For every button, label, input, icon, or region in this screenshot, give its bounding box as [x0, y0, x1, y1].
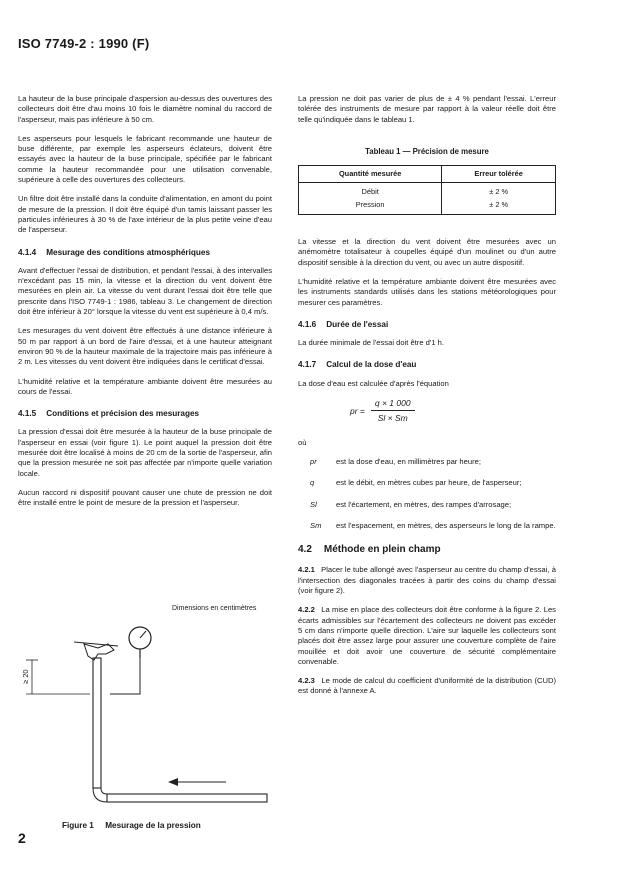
section-number: 4.1.5: [18, 409, 37, 419]
section-number: 4.1.6: [298, 319, 317, 329]
right-column: [298, 94, 556, 706]
list-item: [298, 521, 556, 531]
section-title: Calcul de la dose d'eau: [326, 360, 417, 370]
section-heading-4-1-5: [18, 409, 272, 419]
formula-fraction: [371, 398, 415, 424]
paragraph: La dose d'eau est calculée d'après l'équation: [298, 378, 449, 388]
list-item: [298, 500, 556, 510]
clause-number: 4.2.2: [298, 605, 315, 615]
pipe-elbow: [93, 788, 107, 802]
paragraph: Un filtre doit être installé dans la conduite d'alimentation, en amont du point de mesure de la pression. Il doit être équipé d'un tamis laissant passer les particules inférieures à 30 % de l'axe intérieur de la plus petite veine d'eau de l'asperseur.: [18, 194, 272, 235]
formula-denominator: Sl × Sm: [377, 413, 408, 424]
clause-number: 4.2.3: [298, 676, 315, 686]
formula-lhs: pr =: [350, 405, 365, 416]
definition-text: est la dose d'eau, en millimètres par heure;: [336, 456, 481, 466]
table-row: [299, 199, 556, 215]
clause-text: Placer le tube allongé avec l'asperseur au centre du champ d'essai, à l'intersection des diagonales tracées à partir des coins du champ d'essai (voir figure 2).: [298, 565, 556, 596]
dimension-label: ≥ 20: [21, 669, 30, 684]
list-item: [298, 478, 556, 488]
paragraph-4-2-2: [298, 605, 556, 667]
list-item: [298, 457, 556, 467]
dose-formula: [350, 398, 556, 424]
table-cell: ± 2 %: [442, 183, 556, 199]
page-number: 2: [18, 830, 26, 846]
section-title: Durée de l'essai: [326, 319, 389, 329]
paragraph: La vitesse et la direction du vent doivent être mesurées avec un anémomètre totalisateur à coupelles équipé d'un moulinet ou d'un autre dispositif sensible à la direction du vent, ou avec un autre dispositif.: [298, 237, 556, 267]
clause-text: La mise en place des collecteurs doit être conforme à la figure 2. Les écarts admissibles sur l'écartement des collecteurs ne doivent pas excéder 5 cm dans n'importe quelle direction. L'aire sur laquelle les collecteurs sont placés doit être assez large pour assurer une couverture complète de l'aire mouillée et doit avoir une couverture de sécurité complémentaire convenable.: [298, 605, 556, 666]
paragraph: Aucun raccord ni dispositif pouvant causer une chute de pression ne doit être installé entre le point de mesure de la pression et l'asperseur.: [18, 487, 272, 508]
definition-text: est le débit, en mètres cubes par heure, de l'asperseur;: [336, 478, 522, 488]
definition-list: [298, 457, 556, 531]
formula-numerator: q × 1 000: [371, 398, 415, 411]
section-heading-4-1-7: [298, 360, 556, 370]
definition-symbol: Sl: [310, 499, 317, 509]
definition-symbol: q: [310, 478, 315, 488]
supply-pipe: [107, 794, 267, 802]
figure-number: Figure 1: [62, 821, 94, 830]
definition-symbol: pr: [310, 456, 317, 466]
section-heading-4-2: [298, 545, 556, 555]
section-number: 4.2: [298, 544, 312, 556]
paragraph: Les mesurages du vent doivent être effectués à une distance inférieure à 50 m par rapport à un bord de l'aire d'essai, et à une hauteur atteignant environ 90 % de la hauteur maximale de la trajectoire mais pas inférieure à 2 m. Les vitesses du vent doivent être indiquées dans le certificat d'essai.: [18, 326, 272, 367]
section-heading-4-1-6: [298, 320, 556, 330]
section-number: 4.1.4: [18, 247, 37, 257]
paragraph: L'humidité relative et la température ambiante doivent être mesurées au cours de l'essai.: [18, 376, 272, 396]
precision-table: [298, 165, 556, 215]
paragraph: L'humidité relative et la température ambiante doivent être mesurées avec les instruments standards utilisés dans les stations météorologiques pour mesurer ces paramètres.: [298, 276, 556, 307]
paragraph: La pression ne doit pas varier de plus de ± 4 % pendant l'essai. L'erreur tolérée des instruments de mesure par rapport à la valeur réelle doit être telle qu'indiquée dans le tableau 1.: [298, 94, 556, 124]
pressure-measurement-figure: [18, 598, 272, 818]
section-title: Mesurage des conditions atmosphériques: [46, 247, 211, 257]
paragraph: La durée minimale de l'essai doit être d'1 h.: [298, 338, 444, 348]
left-column: [18, 94, 272, 518]
section-number: 4.1.7: [298, 360, 317, 370]
paragraph-4-2-3: [298, 676, 556, 697]
clause-number: 4.2.1: [298, 565, 315, 575]
paragraph: Avant d'effectuer l'essai de distribution, et pendant l'essai, à des intervalles n'excédant pas 15 min, la vitesse et la direction du vent doivent être mesurées en plein air. La vitesse du vent durant l'essai doit être telle que prescrite dans l'ISO 7749-1 : 1986, tableau 3. Le changement de direction doit être inférieur à 20° lorsque la vitesse du vent est supérieure à 0,4 m/s.: [18, 265, 272, 317]
paragraph: Les asperseurs pour lesquels le fabricant recommande une hauteur de buse différente, par exemple les asperseurs éclateurs, doivent être essayés avec la hauteur de la buse principale, spécifiée par le fabricant comme la hauteur recommandée pour une utilisation convenable, supérieure à celle des ouvertures des collecteurs.: [18, 133, 272, 185]
paragraph: La pression d'essai doit être mesurée à la hauteur de la buse principale de l'asperseur en essai (voir figure 1). Le point auquel la pression doit être mesurée doit être localisé à moins de 20 cm de la sortie de l'asperseur, afin que la pression mesurée ne soit pas affectée par n'importe quelle variation locale.: [18, 427, 272, 478]
table-cell: Débit: [299, 183, 442, 199]
definition-text: est l'espacement, en mètres, des asperseurs le long de la rampe.: [336, 520, 556, 530]
figure-caption: [62, 821, 201, 830]
section-title: Méthode en plein champ: [323, 544, 441, 556]
sprinkler-arm: [74, 642, 118, 646]
flow-arrowhead: [168, 778, 178, 786]
riser-pipe: [93, 658, 101, 788]
table-header: Erreur tolérée: [442, 166, 556, 183]
definition-text: est l'écartement, en mètres, des rampes d'arrosage;: [336, 499, 512, 509]
table-row: [299, 183, 556, 199]
document-header: ISO 7749-2 : 1990 (F): [18, 36, 150, 51]
paragraph: où: [298, 437, 307, 447]
section-heading-4-1-4: [18, 248, 272, 258]
figure-title: Mesurage de la pression: [105, 821, 201, 830]
dimensions-note: Dimensions en centimètres: [172, 605, 257, 612]
paragraph-4-2-1: [298, 565, 556, 596]
gauge-tube: [110, 658, 140, 694]
paragraph: La hauteur de la buse principale d'aspersion au-dessus des ouvertures des collecteurs doit être d'au moins 10 fois le diamètre nominal du raccord de l'asperseur, mais pas inférieure à 50 cm.: [18, 94, 272, 124]
section-title: Conditions et précision des mesurages: [46, 409, 200, 419]
table-cell: ± 2 %: [442, 199, 556, 215]
definition-symbol: Sm: [310, 520, 322, 530]
table-header: Quantité mesurée: [299, 166, 442, 183]
clause-text: Le mode de calcul du coefficient d'uniformité de la distribution (CUD) est donné à l'annexe A.: [298, 676, 556, 696]
table-cell: Pression: [299, 199, 442, 215]
table-caption: Tableau 1 — Précision de mesure: [365, 146, 489, 156]
gauge-needle: [140, 631, 146, 638]
